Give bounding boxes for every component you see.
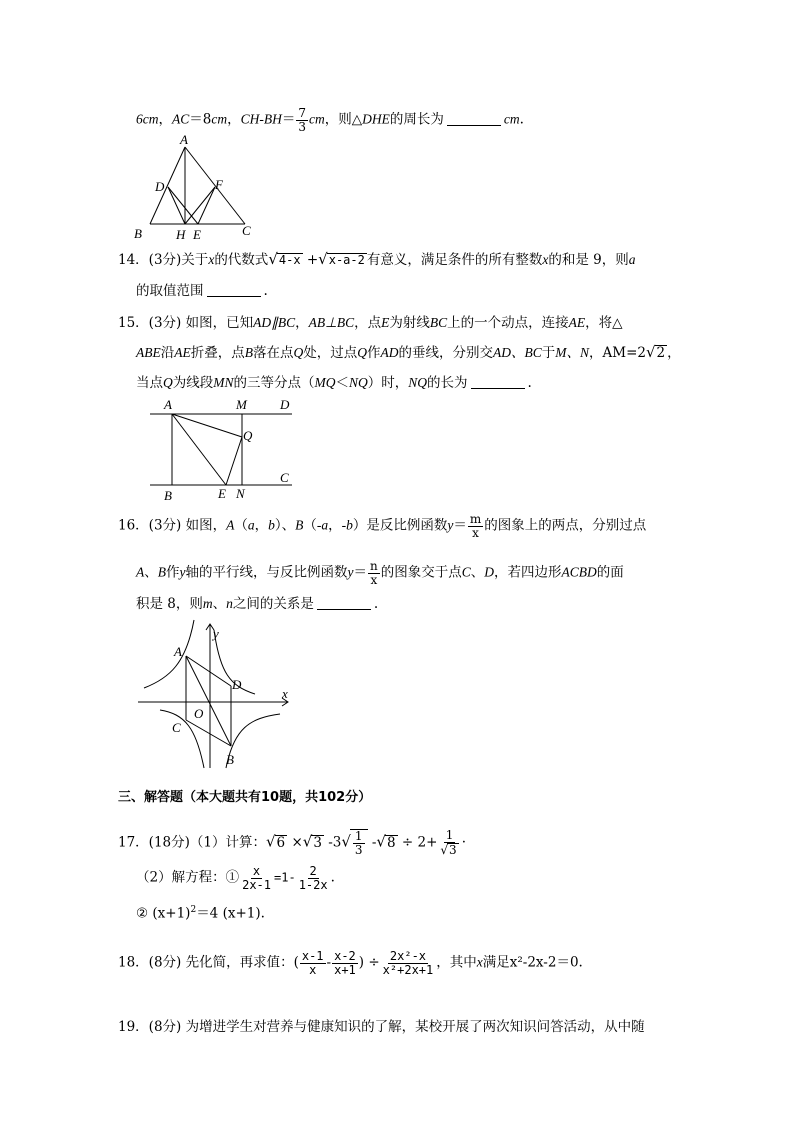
sqrt-icon: √	[376, 832, 386, 851]
sqrt-icon: √	[265, 832, 276, 851]
figure-13-triangle	[130, 132, 260, 244]
q14-line1: 14．(3分)关于x的代数式√4-x +√x-a-2 有意义，满足条件的所有整数x的和是 9，则a	[118, 250, 636, 268]
label-n: N	[236, 486, 245, 501]
segment-ae	[172, 414, 226, 485]
fraction-n-x: $\frac{n}{x}$	[370, 559, 378, 587]
section-header: 三、解答题（本大题共有10题，共102分）	[118, 790, 372, 805]
segment-aq	[172, 414, 242, 437]
q18-line: 18．(8分) 先化简，再求值：( $\frac{x-1}{x}$ - $\frac{x-2}{x+1}$ ) ÷ $\frac{\text{2x²-x}}{\text{x²+2x+1}}$ ，其中x满足x²-2x-2＝0.	[118, 949, 583, 977]
label-a: A	[164, 397, 172, 412]
sqrt-icon: √	[302, 832, 313, 851]
label-c: C	[242, 223, 251, 238]
label-h: H	[176, 227, 186, 242]
fraction-1-3: $\frac{1}{3}$	[354, 829, 363, 857]
fraction-2x2x-x22x1: $\frac{\text{2x²-x}}{\text{x²+2x+1}}$	[382, 949, 434, 977]
label-d: D	[232, 677, 242, 692]
q17-line2: （2）解方程：① $\frac{x}{2x-1}$ =1- $\frac{2}{1-2x}$ .	[136, 864, 335, 892]
label-e: E	[193, 227, 201, 242]
segment-qe	[226, 437, 242, 485]
fraction-7-3: $\frac{7}{3}$	[298, 106, 306, 134]
label-b: B	[226, 752, 234, 767]
label-a: A	[174, 644, 182, 659]
fraction-x2-x1: $\frac{x-2}{x+1}$	[334, 949, 356, 977]
label-o: O	[194, 706, 204, 721]
label-b: B	[134, 226, 142, 241]
fraction-x-2x1: $\frac{x}{2x-1}$	[242, 864, 271, 892]
q16-line2: A、B作y轴的平行线，与反比例函数y＝ $\frac{n}{x}$ 的图象交于点C、D，若四边形ACBD的面	[136, 559, 624, 587]
answer-blank[interactable]	[317, 596, 371, 610]
fraction-1-sqrt3: $\frac{1}{√3}$	[440, 828, 457, 857]
q16-line3: 积是 8，则m、n之间的关系是 .	[136, 596, 379, 612]
q16-line1: 16．(3分) 如图，A（a，b）、B（-a，-b）是反比例函数y＝ $\frac{m}{x}$ 的图象上的两点，分别过点	[118, 512, 647, 540]
figure-15-fold	[150, 396, 300, 506]
label-d: D	[280, 397, 290, 412]
sqrt-icon: √	[341, 832, 351, 851]
label-f: F	[215, 177, 223, 192]
sqrt-icon: √	[268, 250, 278, 268]
figure-16-hyperbola	[130, 618, 300, 774]
curve-m-q4	[226, 714, 280, 768]
label-q: Q	[243, 428, 253, 443]
answer-blank[interactable]	[471, 375, 525, 389]
label-e: E	[218, 486, 226, 501]
label-m: M	[236, 397, 247, 412]
q14-line2: 的取值范围 .	[136, 283, 268, 299]
sqrt-icon: √	[318, 250, 328, 268]
label-d: D	[155, 179, 165, 194]
label-a: A	[180, 132, 188, 147]
q13-tail-line: 6cm，AC＝8cm，CH-BH＝ $\frac{7}{3}$ cm，则△DHE的周长为 cm.	[136, 106, 524, 134]
fraction-x1-x: $\frac{x-1}{x}$	[301, 949, 324, 977]
q17-line1: 17．(18分)（1）计算：√6 ×√3 -3√ $\frac{1}{3}$ -√8 ÷ 2+ $\frac{1}{√3}$ ·	[118, 828, 466, 857]
sqrt-icon: √	[645, 343, 656, 361]
side-ad	[186, 656, 231, 686]
q15-line2: ABE沿AE折叠，点B落在点Q处，过点Q作AD的垂线，分别交AD、BC于M、N，AM=2√2 ，	[136, 343, 681, 361]
label-b: B	[164, 488, 172, 503]
label-c: C	[172, 720, 181, 735]
answer-blank[interactable]	[447, 112, 501, 126]
sqrt-icon: √	[440, 842, 449, 857]
answer-blank[interactable]	[207, 283, 261, 297]
label-x: x	[282, 686, 288, 701]
fraction-2-12x: $\frac{2}{1-2x}$	[298, 864, 328, 892]
q19-line: 19．(8分) 为增进学生对营养与健康知识的了解，某校开展了两次知识问答活动，从中随	[118, 1019, 645, 1035]
q17-line3: ② $(x+1)^2=4$ (x+1).	[136, 905, 265, 922]
label-c: C	[280, 470, 289, 485]
fraction-m-x: $\frac{m}{x}$	[469, 512, 482, 540]
label-y: y	[213, 626, 219, 641]
q15-line3: 当点Q为线段MN的三等分点（MQ＜NQ）时，NQ的长为 .	[136, 375, 532, 391]
q15-line1: 15．(3分) 如图，已知AD∥BC，AB⊥BC，点E为射线BC上的一个动点，连接AE，将△	[118, 315, 623, 331]
